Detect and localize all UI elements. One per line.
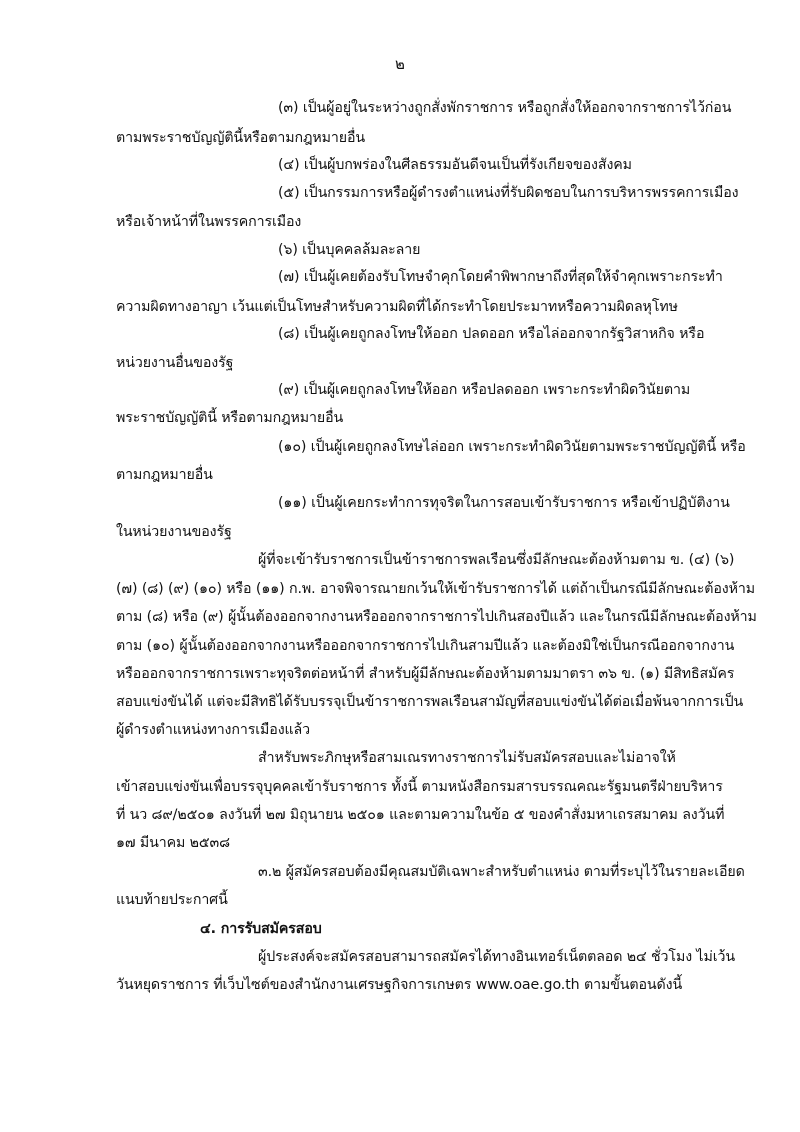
exemption-line-7: ผู้ดำรงตำแหน่งทางการเมืองแล้ว: [116, 722, 311, 738]
exemption-line-4: ตาม (๑๐) ผู้นั้นต้องออกจากงานหรือออกจากราชการไปเกินสามปีแล้ว และต้องมิใช่เป็นกรณีออกจากงาน: [116, 638, 735, 654]
exemption-line-3: ตาม (๘) หรือ (๙) ผู้นั้นต้องออกจากงานหรือออกจากราชการไปเกินสองปีแล้ว และในกรณีมีลักษณะต้องห้าม: [116, 609, 757, 625]
section-3-2-line-2: แนบท้ายประกาศนี้: [116, 892, 228, 908]
monk-clause-line-2: เข้าสอบแข่งขันเพื่อบรรจุบุคคลเข้ารับราชการ ทั้งนี้ ตามหนังสือกรมสารบรรณคณะรัฐมนตรีฝ่ายบริหาร: [116, 779, 723, 795]
monk-clause-line-3: ที่ นว ๘๙/๒๕๐๑ ลงวันที่ ๒๗ มิถุนายน ๒๕๐๑ และตามความในข้อ ๕ ของคำสั่งมหาเถรสมาคม ลงวันที่: [116, 807, 725, 823]
clause-9-line-2: พระราชบัญญัตินี้ หรือตามกฎหมายอื่น: [116, 410, 344, 426]
clause-9-line-1: (๙) เป็นผู้เคยถูกลงโทษให้ออก หรือปลดออก เพราะกระทำผิดวินัยตาม: [278, 382, 691, 398]
clause-3-line-1: (๓) เป็นผู้อยู่ในระหว่างถูกสั่งพักราชการ หรือถูกสั่งให้ออกจากราชการไว้ก่อน: [278, 100, 732, 116]
clause-7-line-2: ความผิดทางอาญา เว้นแต่เป็นโทษสำหรับความผิดที่ได้กระทำโดยประมาทหรือความผิดลหุโทษ: [116, 299, 678, 315]
monk-clause-line-4: ๑๗ มีนาคม ๒๕๓๘: [116, 835, 230, 851]
clause-5-line-1: (๕) เป็นกรรมการหรือผู้ดำรงตำแหน่งที่รับผิดชอบในการบริหารพรรคการเมือง: [278, 185, 739, 201]
clause-10-line-1: (๑๐) เป็นผู้เคยถูกลงโทษไล่ออก เพราะกระทำผิดวินัยตามพระราชบัญญัตินี้ หรือ: [278, 439, 746, 455]
section-4-line-2: วันหยุดราชการ ที่เว็บไซต์ของสำนักงานเศรษฐกิจการเกษตร www.oae.go.th ตามขั้นตอนดังนี้: [116, 977, 683, 993]
clause-8-line-2: หน่วยงานอื่นของรัฐ: [116, 355, 234, 371]
clause-11-line-1: (๑๑) เป็นผู้เคยกระทำการทุจริตในการสอบเข้ารับราชการ หรือเข้าปฏิบัติงาน: [278, 495, 730, 511]
exemption-line-2: (๗) (๘) (๙) (๑๐) หรือ (๑๑) ก.พ. อาจพิจารณายกเว้นให้เข้ารับราชการได้ แต่ถ้าเป็นกรณีมีลักษณะต้องห้าม: [116, 581, 755, 597]
exemption-line-1: ผู้ที่จะเข้ารับราชการเป็นข้าราชการพลเรือนซึ่งมีลักษณะต้องห้ามตาม ข. (๔) (๖): [258, 552, 735, 568]
clause-5-line-2: หรือเจ้าหน้าที่ในพรรคการเมือง: [116, 214, 302, 230]
clause-4: (๔) เป็นผู้บกพร่องในศีลธรรมอันดีจนเป็นที่รังเกียจของสังคม: [278, 157, 632, 173]
section-4-line-1: ผู้ประสงค์จะสมัครสอบสามารถสมัครได้ทางอินเทอร์เน็ตตลอด ๒๔ ชั่วโมง ไม่เว้น: [258, 949, 735, 965]
clause-10-line-2: ตามกฎหมายอื่น: [116, 467, 213, 483]
clause-8-line-1: (๘) เป็นผู้เคยถูกลงโทษให้ออก ปลดออก หรือไล่ออกจากรัฐวิสาหกิจ หรือ: [278, 326, 705, 342]
exemption-line-5: หรือออกจากราชการเพราะทุจริตต่อหน้าที่ สำหรับผู้มีลักษณะต้องห้ามตามมาตรา ๓๖ ข. (๑) มีสิทธิสมัคร: [116, 666, 735, 682]
clause-11-line-2: ในหน่วยงานของรัฐ: [116, 524, 232, 540]
monk-clause-line-1: สำหรับพระภิกษุหรือสามเณรทางราชการไม่รับสมัครสอบและไม่อาจให้: [258, 750, 676, 766]
exemption-line-6: สอบแข่งขันได้ แต่จะมีสิทธิได้รับบรรจุเป็นข้าราชการพลเรือนสามัญที่สอบแข่งขันได้ต่อเมื่อพ้นจากการเป็น: [116, 694, 744, 710]
clause-6: (๖) เป็นบุคคลล้มละลาย: [278, 242, 421, 258]
section-4-heading: ๔. การรับสมัครสอบ: [200, 921, 322, 937]
clause-3-line-2: ตามพระราชบัญญัตินี้หรือตามกฎหมายอื่น: [116, 130, 365, 146]
clause-7-line-1: (๗) เป็นผู้เคยต้องรับโทษจำคุกโดยคำพิพากษาถึงที่สุดให้จำคุกเพราะกระทำ: [278, 269, 723, 285]
section-3-2-line-1: ๓.๒ ผู้สมัครสอบต้องมีคุณสมบัติเฉพาะสำหรับตำแหน่ง ตามที่ระบุไว้ในรายละเอียด: [258, 864, 745, 880]
page-number: ๒: [395, 55, 405, 73]
